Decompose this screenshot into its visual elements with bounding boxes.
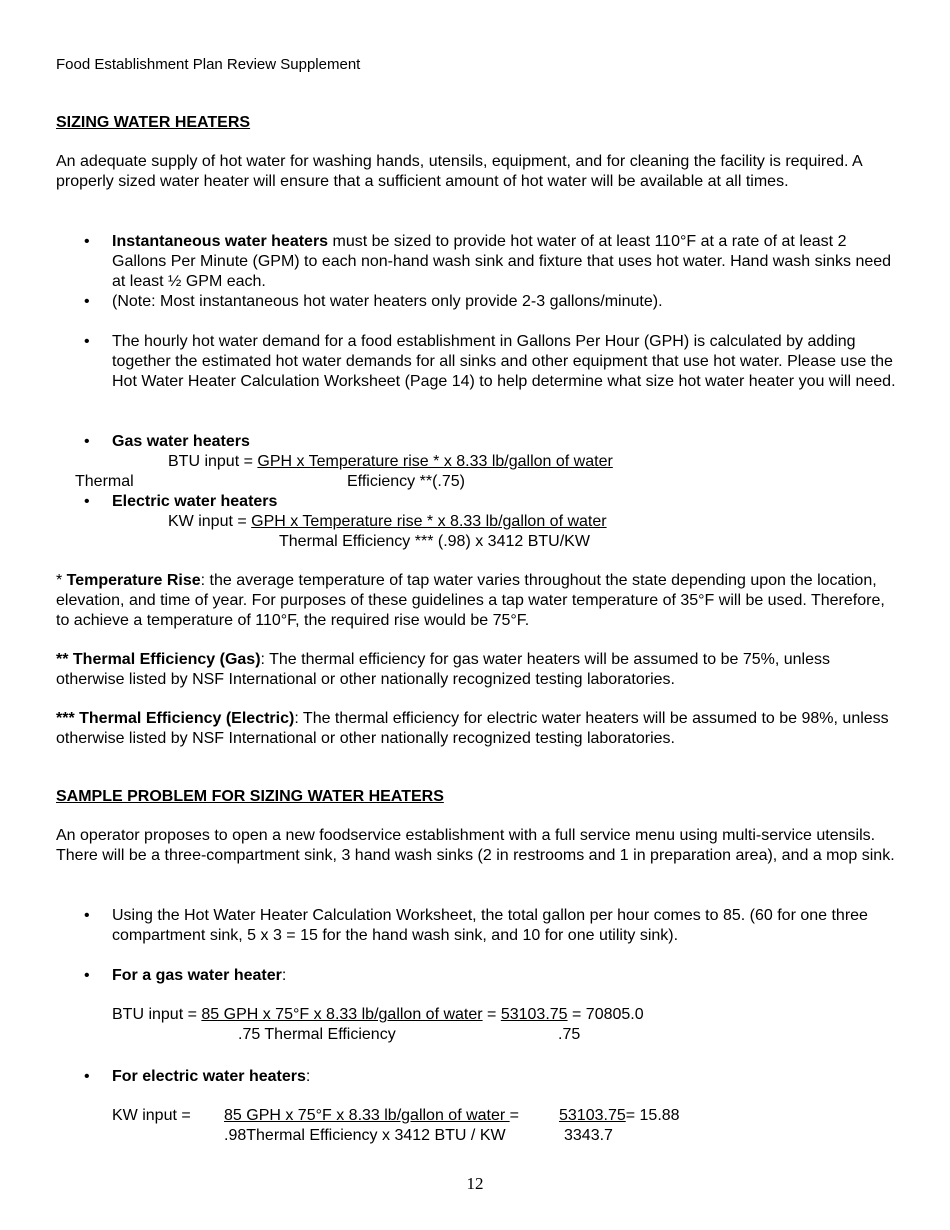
electric-example-result-denominator: 3343.7 [564,1127,613,1144]
electric-example-denominator: .98Thermal Efficiency x 3412 BTU / KW [224,1127,506,1144]
gas-formula [168,452,613,472]
gas-example-heading [112,966,286,986]
bullet-dot: • [84,233,90,250]
bullet-instantaneous-bold: Instantaneous water heaters [112,233,329,250]
electric-formula-numerator: GPH x Temperature rise * x 8.33 lb/gallon of water [251,513,607,530]
gas-example-result-numerator: 53103.75 [500,1006,568,1023]
electric-denominator: Thermal Efficiency *** (.98) x 3412 BTU/KW [279,533,590,550]
gas-denominator-left: Thermal [75,473,134,490]
intro-paragraph: An adequate supply of hot water for washing hands, utensils, equipment, and for cleaning the facility is required. A properly sized water heater will ensure that a sufficient amount of hot water will be available at all times. [56,153,862,190]
gas-example-eq1: = [482,1006,501,1023]
bullet-dot: • [84,907,90,924]
note1-prefix: * [56,572,67,589]
page-number: 12 [466,1174,484,1193]
bullet-dot: • [84,333,90,350]
note-temperature-rise [56,571,896,631]
note1-bold: Temperature Rise [66,572,201,589]
bullet-instantaneous-text: must be sized to provide hot water of at least 110°F at a rate of at least 2 Gallons Per Minute (GPM) to each non-hand wash sink and fixture that uses hot water. Hand wash sinks need at least ½ GPM each. [112,233,892,290]
bullet-dot: • [84,293,90,310]
electric-example-result-numerator: 53103.75 [559,1107,626,1124]
gas-heaters-heading: Gas water heaters [112,433,250,450]
sample-intro-paragraph: An operator proposes to open a new foodservice establishment with a full service menu using multi-service utensils. There will be a three-compartment sink, 3 hand wash sinks (2 in restrooms and 1 in preparation area), and a mop sink. [56,827,895,864]
electric-example-eq2: = 15.88 [625,1107,680,1124]
gas-example-prefix: BTU input = [112,1006,202,1023]
note2-text: : The thermal efficiency for gas water heaters will be assumed to be 75%, unless otherwise listed by NSF International or other nationally recognized testing laboratories. [56,651,830,688]
note3-text: : The thermal efficiency for electric water heaters will be assumed to be 98%, unless otherwise listed by NSF International or other nationally recognized testing laboratories. [56,710,889,747]
electric-example-prefix: KW input = [112,1107,191,1124]
bullet-dot: • [84,967,90,984]
running-header: Food Establishment Plan Review Supplement [56,56,361,73]
note2-bold: ** Thermal Efficiency (Gas) [56,651,261,668]
electric-example-formula [224,1106,519,1126]
gas-example-result-denominator: .75 [558,1026,581,1043]
electric-formula [168,512,607,532]
bullet-note: (Note: Most instantaneous hot water heaters only provide 2-3 gallons/minute). [112,293,663,310]
note-thermal-electric [56,709,896,749]
gas-example-colon: : [281,967,287,984]
bullet-worksheet-total: Using the Hot Water Heater Calculation Worksheet, the total gallon per hour comes to 85. (60 for one three compartment sink, 5 x 3 = 15 for the hand wash sink, and 10 for one utility sink). [112,907,868,944]
electric-example-numerator: 85 GPH x 75°F x 8.33 lb/gallon of water [224,1107,510,1124]
note1-text: : the average temperature of tap water varies throughout the state depending upon the location, elevation, and time of year. For purposes of these guidelines a tap water temperature of 35°F will be used. Therefore, to achieve a temperature of 110°F, the required rise would be 75°F. [56,572,885,629]
section-heading-sample-problem: SAMPLE PROBLEM FOR SIZING WATER HEATERS [56,788,444,805]
bullet-instantaneous [112,232,897,292]
gas-formula-numerator: GPH x Temperature rise * x 8.33 lb/gallon of water [257,453,613,470]
electric-heaters-heading: Electric water heaters [112,493,278,510]
gas-example-numerator: 85 GPH x 75°F x 8.33 lb/gallon of water [201,1006,483,1023]
gas-formula-prefix: BTU input = [168,453,258,470]
gas-example-eq2: = 70805.0 [567,1006,644,1023]
bullet-dot: • [84,1068,90,1085]
electric-example-colon: : [305,1068,311,1085]
electric-example-heading-bold: For electric water heaters [112,1068,306,1085]
bullet-hourly-demand: The hourly hot water demand for a food establishment in Gallons Per Hour (GPH) is calculated by adding together the estimated hot water demands for all sinks and other equipment that use hot water. Please use the Hot Water Heater Calculation Worksheet (Page 14) to help determine what size hot water heater you will need. [112,333,896,390]
electric-example-heading [112,1067,310,1087]
bullet-dot: • [84,493,90,510]
electric-example-result [559,1106,680,1126]
bullet-dot: • [84,433,90,450]
gas-example-formula [112,1005,644,1025]
electric-formula-prefix: KW input = [168,513,252,530]
gas-example-heading-bold: For a gas water heater [112,967,282,984]
note3-bold: *** Thermal Efficiency (Electric) [56,710,295,727]
note-thermal-gas [56,650,896,690]
gas-denominator-right: Efficiency **(.75) [347,473,465,490]
electric-example-eq1: = [509,1107,519,1124]
gas-example-denominator: .75 Thermal Efficiency [238,1026,396,1043]
section-heading-sizing: SIZING WATER HEATERS [56,114,251,131]
